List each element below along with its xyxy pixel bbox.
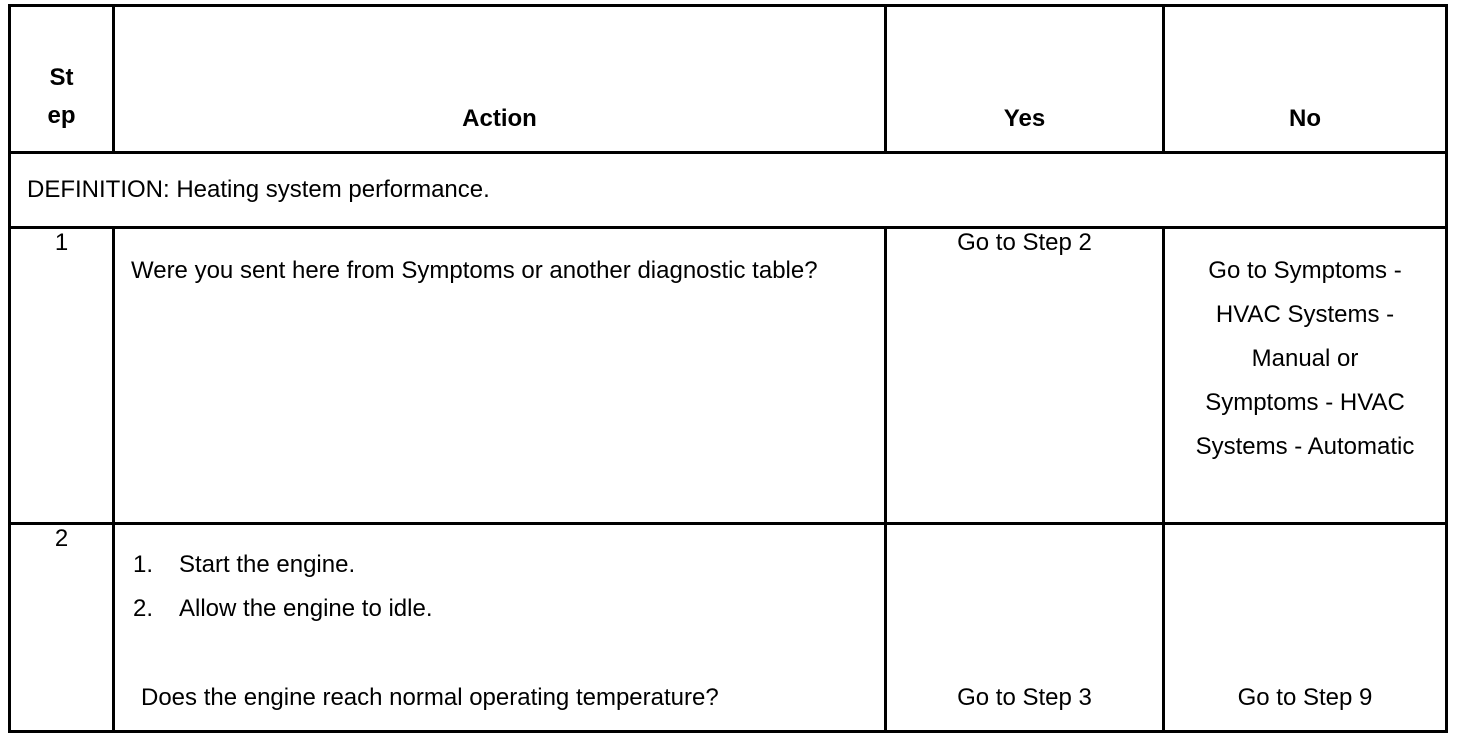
header-action: Action	[114, 6, 886, 153]
table-row	[10, 228, 1447, 524]
table-row	[10, 524, 1447, 732]
step-number: 1	[10, 228, 114, 524]
no-link[interactable]: Go to Step 9	[1237, 684, 1373, 711]
list-text: Allow the engine to idle.	[179, 595, 433, 622]
yes-cell	[886, 524, 1164, 732]
diagnostic-table	[8, 4, 1448, 733]
header-step-line2: ep	[47, 102, 76, 129]
step-number: 2	[10, 524, 114, 732]
header-step-line1: St	[49, 64, 74, 91]
header-step	[10, 6, 114, 153]
header-no: No	[1164, 6, 1447, 153]
definition-text: DEFINITION: Heating system performance.	[10, 153, 1447, 228]
yes-cell	[886, 228, 1164, 524]
definition-row	[10, 153, 1447, 228]
action-cell	[114, 228, 886, 524]
no-cell	[1164, 524, 1447, 732]
action-list	[133, 543, 433, 631]
list-text: Start the engine.	[179, 551, 356, 578]
header-row	[10, 6, 1447, 153]
action-cell	[114, 524, 886, 732]
no-link[interactable]	[1165, 229, 1445, 469]
yes-link[interactable]: Go to Step 2	[957, 229, 1092, 256]
list-item	[133, 587, 433, 631]
list-item	[133, 543, 433, 587]
no-cell	[1164, 228, 1447, 524]
list-number: 1.	[133, 551, 154, 578]
header-yes: Yes	[886, 6, 1164, 153]
action-text: Were you sent here from Symptoms or another diagnostic table?	[131, 257, 818, 284]
list-number: 2.	[133, 595, 154, 622]
yes-link[interactable]: Go to Step 3	[957, 684, 1092, 711]
no-link-text: Go to Symptoms - HVAC Systems - Manual or Symptoms - HVAC Systems - Automatic	[1195, 257, 1415, 460]
action-question: Does the engine reach normal operating temperature?	[141, 684, 719, 711]
